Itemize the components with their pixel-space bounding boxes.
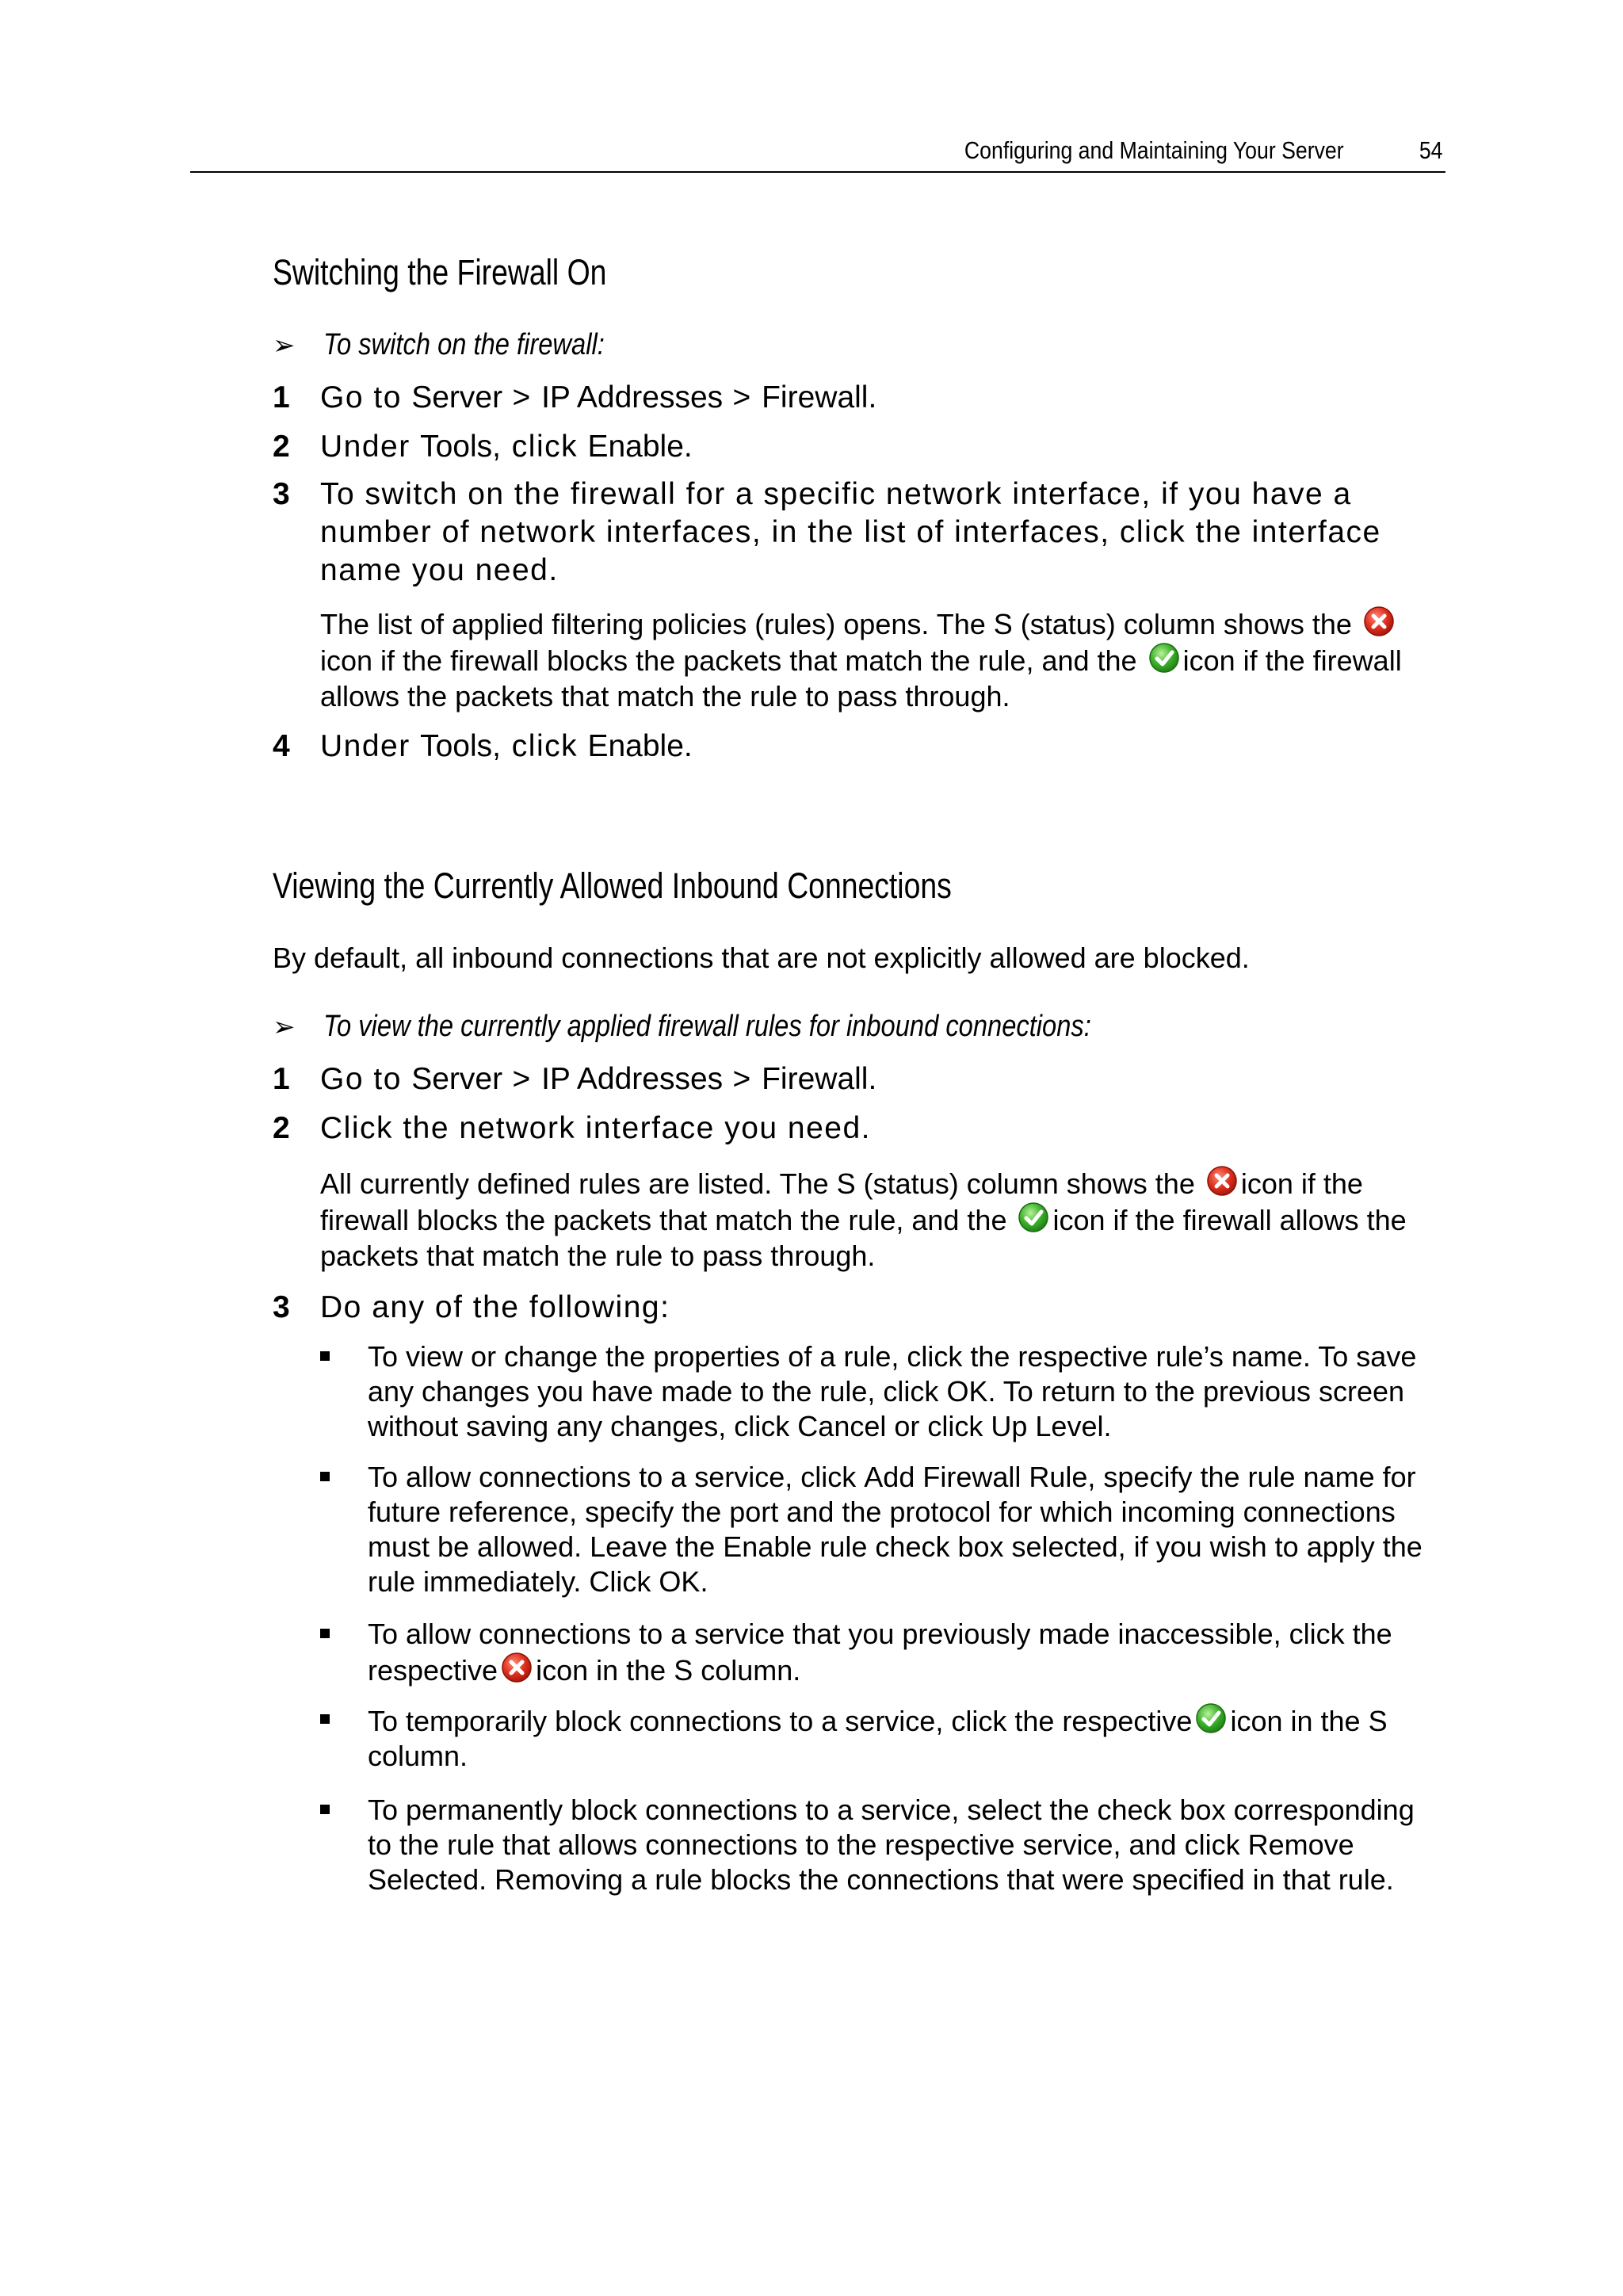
ui-label-firewall: Firewall [762, 380, 869, 415]
list-item: To allow connections to a service that you previously made inaccessible, click the respective icon in the S column. [320, 1617, 1445, 1688]
square-bullet-icon [320, 1805, 330, 1814]
square-bullet-icon [320, 1629, 330, 1638]
step-3: 3 To switch on the firewall for a specific network interface, if you have a number of network interfaces, in the list of interfaces, click the interface name you need. [273, 477, 1381, 587]
green-check-circle-icon [1018, 1201, 1049, 1233]
step-4: 4 Under Tools, click Enable. [273, 729, 694, 763]
page-number: 54 [1419, 136, 1442, 164]
step-2: 2 Under Tools, click Enable. [273, 430, 694, 464]
ui-label-ok: OK [659, 1565, 701, 1598]
ui-label-cancel: Cancel [797, 1410, 887, 1442]
list-item: To temporarily block connections to a service, click the respective icon in the S column. [320, 1702, 1445, 1774]
procedure-title: ➢ To view the currently applied firewall rules for inbound connections: [273, 1010, 1091, 1043]
ui-label-up-level: Up Level [991, 1410, 1104, 1442]
red-x-circle-icon [501, 1652, 533, 1683]
red-x-circle-icon [1206, 1165, 1238, 1197]
ui-label-firewall: Firewall [762, 1062, 869, 1096]
procedure-title: ➢ To switch on the firewall: [273, 328, 605, 361]
step-2: 2 Click the network interface you need. [273, 1111, 872, 1145]
step-3: 3 Do any of the following: [273, 1290, 670, 1324]
ui-label-tools: Tools [420, 430, 493, 464]
ui-label-ok: OK [946, 1375, 988, 1408]
section-heading-switching-firewall-on: Switching the Firewall On [273, 252, 607, 292]
ui-label-add-firewall-rule: Add Firewall Rule [864, 1461, 1088, 1493]
step-1: 1 Go to Server > IP Addresses > Firewall. [273, 380, 878, 415]
running-header [190, 133, 1445, 173]
list-item: To permanently block connections to a service, select the check box corresponding to the rule that allows connections to the respective service, and click Remove Selected. Removing a rule blocks the connections that were specified in that rule. [320, 1793, 1445, 1897]
ui-label-remove-selected: Remove Selected [368, 1828, 1354, 1896]
arrow-bullet-icon: ➢ [273, 330, 296, 361]
ui-label-tools: Tools [420, 729, 493, 763]
step-1: 1 Go to Server > IP Addresses > Firewall. [273, 1062, 878, 1096]
ui-label-ip-addresses: IP Addresses [541, 1062, 724, 1096]
step-2-note: All currently defined rules are listed. The S (status) column shows the icon if the firewall blocks the packets that match the rule, and the icon if the firewall allows the packets that match the rule to pass through. [320, 1165, 1445, 1274]
list-item: To allow connections to a service, click Add Firewall Rule, specify the rule name for future reference, specify the port and the protocol for which incoming connections must be allowed. Leave the Enable rule check box selected, if you wish to apply the rule immediately. Click OK. [320, 1460, 1445, 1599]
header-title: Configuring and Maintaining Your Server [964, 136, 1344, 164]
ui-label-enable: Enable [587, 729, 684, 763]
section-intro: By default, all inbound connections that are not explicitly allowed are blocked. [273, 942, 1250, 974]
green-check-circle-icon [1195, 1702, 1227, 1734]
section-heading-viewing-inbound-connections: Viewing the Currently Allowed Inbound Connections [273, 865, 952, 906]
ui-label-ip-addresses: IP Addresses [541, 380, 724, 415]
square-bullet-icon [320, 1472, 330, 1481]
arrow-bullet-icon: ➢ [273, 1012, 296, 1042]
list-item: To view or change the properties of a rule, click the respective rule’s name. To save any changes you have made to the rule, click OK. To return to the previous screen without saving any changes, click Cancel or click Up Level. [320, 1339, 1445, 1444]
square-bullet-icon [320, 1351, 330, 1361]
ui-label-enable-rule: Enable rule [723, 1530, 868, 1563]
ui-label-enable: Enable [587, 430, 684, 464]
green-check-circle-icon [1148, 642, 1180, 674]
red-x-circle-icon [1363, 606, 1395, 637]
ui-label-server: Server [411, 1062, 503, 1096]
ui-label-server: Server [411, 380, 503, 415]
step-3-note: The list of applied filtering policies (rules) opens. The S (status) column shows the icon if the firewall blocks the packets that match the rule, and the icon if the firewall allows the packets that match the rule to pass through. [320, 606, 1445, 714]
square-bullet-icon [320, 1714, 330, 1724]
